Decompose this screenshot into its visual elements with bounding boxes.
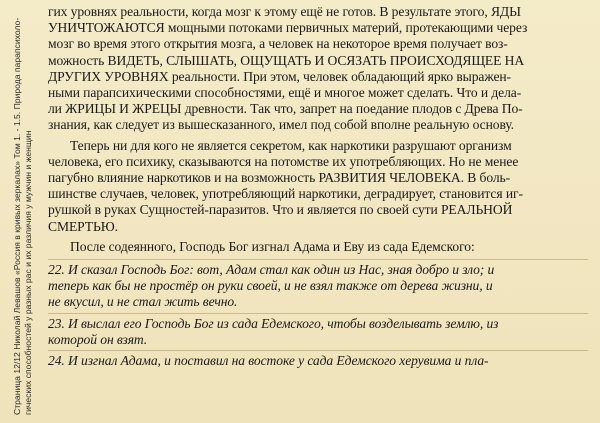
paragraph-line: пагубно влияние наркотиков и на возможность РАЗВИТИЯ ЧЕЛОВЕКА. В боль- [48, 170, 511, 186]
verse-23 [48, 313, 588, 350]
verse-line: которой он взят. [48, 331, 148, 347]
verses-intro: После содеянного, Господь Бог изгнал Адама и Еву из сада Едемского: [70, 238, 475, 254]
verse-line: 24. И изгнал Адама, и поставил на востоке у сада Едемского херувима и пла- [48, 353, 489, 369]
paragraph-line: знания, как следует из вышесказанного, имел под собой вполне реальную основу. [48, 117, 514, 133]
side-caption [8, 0, 48, 423]
verse-line: 23. И выслал его Господь Бог из сада Едемского, чтобы возделывать землю, из [48, 315, 499, 331]
paragraph-line: СМЕРТЬЮ. [48, 218, 118, 234]
paragraph-line: ДРУГИХ УРОВНЯХ реальности. При этом, человек обладающий ярко выражен- [48, 68, 511, 84]
paragraph-line: гих уровнях реальности, когда мозг к этому ещё не готов. В результате этого, ЯДЫ [48, 4, 521, 19]
main-text [48, 4, 588, 420]
paragraph-line: рушкой в руках Сущностей-паразитов. Что и является по своей сути РЕАЛЬНОЙ [48, 202, 513, 218]
paragraph-line: ли ЖРИЦЫ И ЖРЕЦЫ древности. Так что, запрет на поедание плодов с Древа По- [48, 101, 523, 117]
bible-verses [48, 259, 588, 371]
paragraph-line: человека, его психику, сказываются на потомстве их употребляющих. Но не менее [48, 153, 519, 169]
paragraph-line: УНИЧТОЖАЮТСЯ мощными потоками первичных материй, протекающими через [48, 20, 528, 36]
verse-line: теперь как бы не простёр он руки своей, и не взял также от дерева жизни, и [48, 278, 493, 294]
paragraph-line: ными парапсихическими способностями, ещё и многое может сделать. Что и дела- [48, 85, 522, 101]
paragraph-line: Теперь ни для кого не является секретом, как наркотики разрушают организм [70, 137, 512, 153]
verse-22 [48, 259, 588, 313]
paragraph-line: можность ВИДЕТЬ, СЛЫШАТЬ, ОЩУЩАТЬ И ОСЯЗАТЬ ПРОИСХОДЯЩЕЕ НА [48, 52, 525, 68]
side-caption-line-2: гических способностей у разных рас и их различия у мужчин и женщин [23, 130, 33, 415]
verse-line: не вкусил, и не стал жить вечно. [48, 294, 238, 310]
paragraph-2 [48, 138, 588, 235]
verse-24 [48, 350, 588, 371]
verse-line: 22. И сказал Господь Бог: вот, Адам стал как один из Нас, зная добро и зло; и [48, 262, 495, 278]
paragraph-line: шинстве случаев, человек, употребляющий наркотики, деградирует, становится иг- [48, 186, 523, 202]
paragraph-line: мозг во время этого открытия мозга, а человек на некоторое время получает воз- [48, 36, 508, 52]
paragraph-1 [48, 4, 588, 134]
side-caption-line-1: Страница 12/12 Николай Левашов «Россия в кривых зеркалах» Том 1. - 1.5. Природа парапсихоло- [12, 17, 22, 415]
